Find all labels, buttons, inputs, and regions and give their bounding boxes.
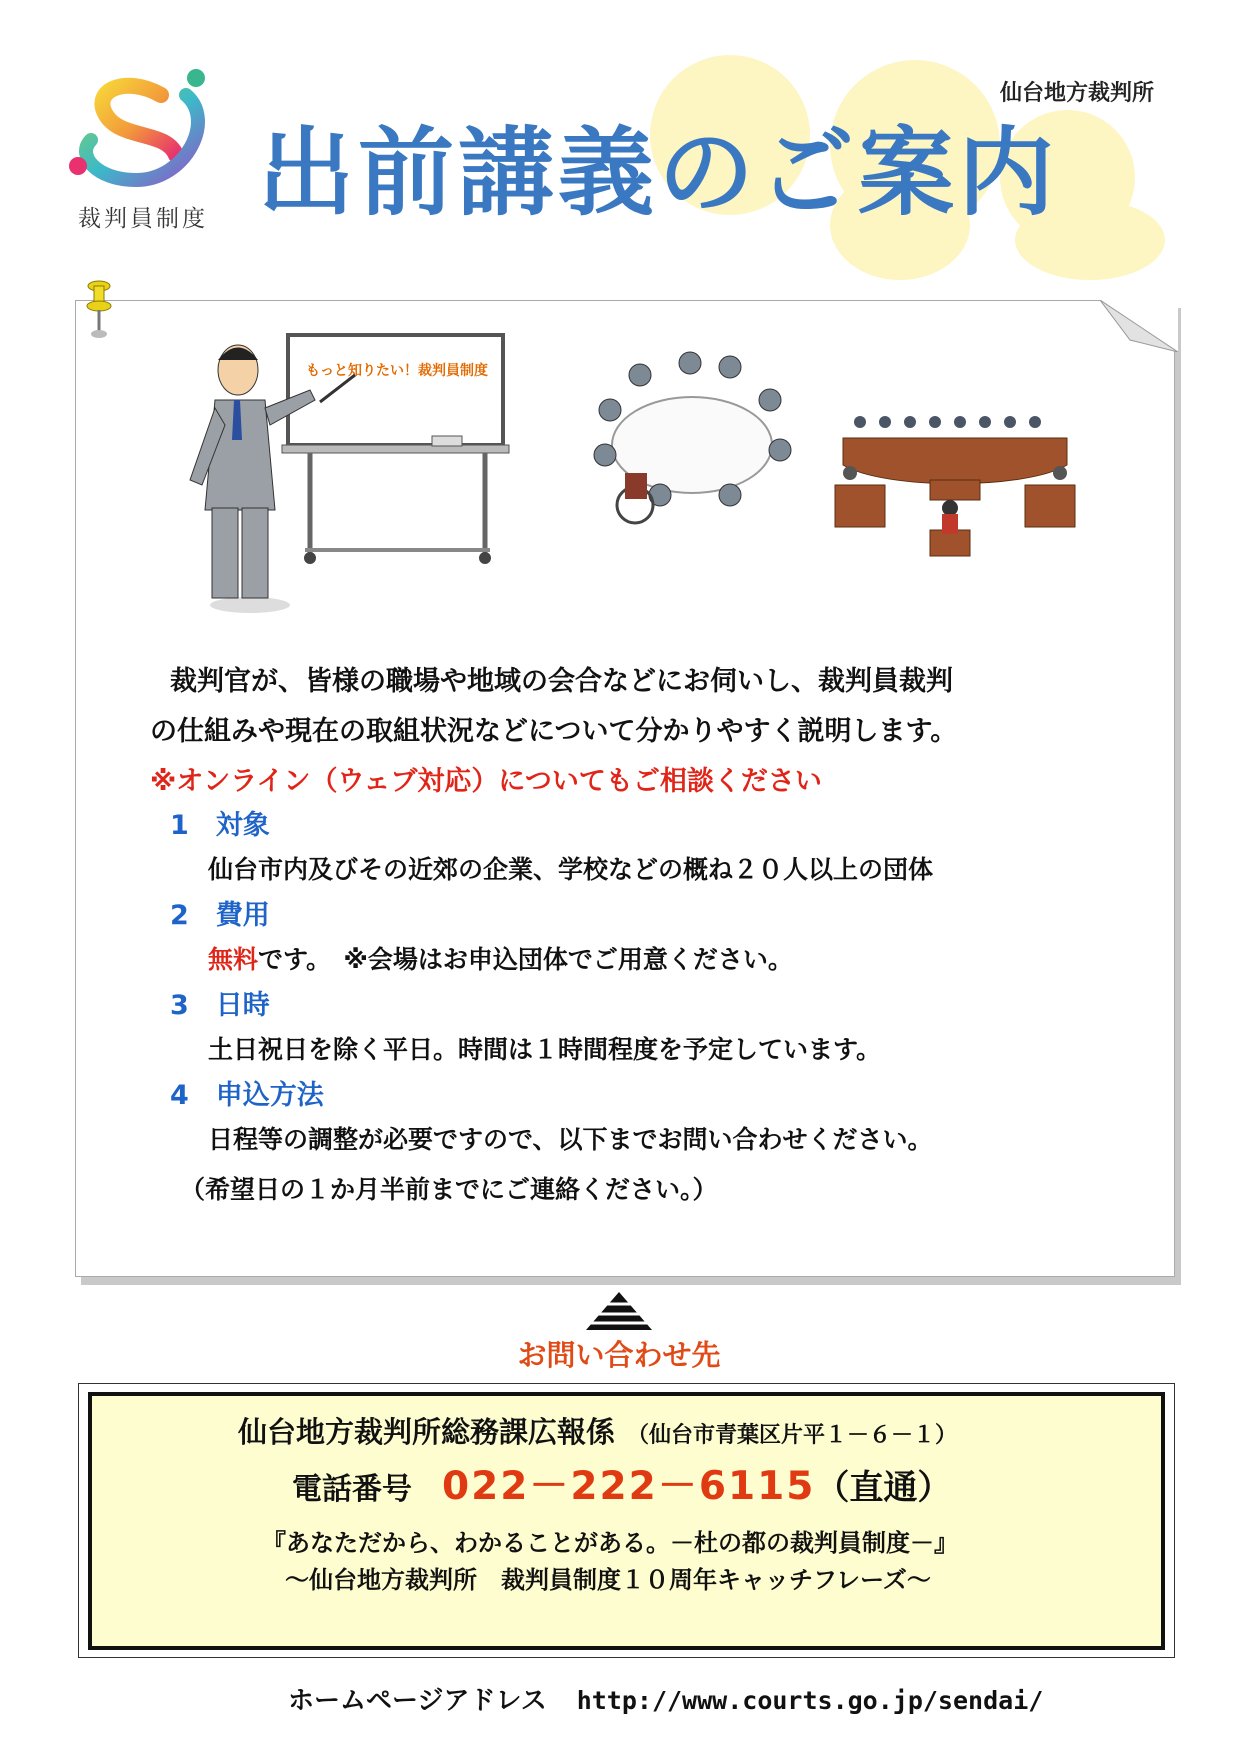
free-emphasis: 無料 <box>208 945 259 974</box>
section-heading-target: 1 対象 <box>170 810 270 841</box>
up-arrow-icon <box>584 1290 654 1334</box>
pushpin-icon <box>86 280 112 340</box>
section-body-target: 仙台市内及びその近郊の企業、学校などの概ね２０人以上の団体 <box>208 855 934 884</box>
slogan: 『あなただから、わかることがある。－杜の都の裁判員制度－』 <box>262 1529 958 1557</box>
intro-text <box>150 657 1110 807</box>
contact-office: 仙台地方裁判所総務課広報係 （仙台市青葉区片平１－６－１） <box>238 1415 958 1449</box>
section-heading-application: 4 申込方法 <box>170 1080 324 1111</box>
section-heading-cost: 2 費用 <box>170 900 270 931</box>
round-table-illustration <box>580 345 805 530</box>
whiteboard-text: もっと知りたい！裁判員制度 <box>306 362 488 378</box>
courtroom-illustration <box>825 410 1085 575</box>
inquiry-label: お問い合わせ先 <box>517 1338 721 1372</box>
section-body-application: 日程等の調整が必要ですので、以下までお問い合わせください。 <box>208 1125 933 1154</box>
page-title: 出前講義のご案内 <box>258 117 1058 229</box>
intro-line-1: 裁判官が、皆様の職場や地域の会合などにお伺いし、裁判員裁判 <box>170 666 953 697</box>
logo-caption: 裁判員制度 <box>78 206 208 232</box>
section-body-cost: 無料です。 ※会場はお申込団体でご用意ください。 <box>208 945 793 974</box>
phone-number: 022－222－6115 <box>442 1464 816 1509</box>
homepage-address <box>288 1680 1043 1717</box>
homepage-label: ホームページアドレス <box>288 1686 547 1716</box>
section-heading-datetime: 3 日時 <box>170 990 270 1021</box>
lecturer-illustration <box>170 330 520 620</box>
application-note: （希望日の１か月半前までにご連絡ください。） <box>180 1175 718 1204</box>
phone-label: 電話番号 <box>292 1472 412 1507</box>
intro-line-2: の仕組みや現在の取組状況などについて分かりやすく説明します。 <box>150 716 958 747</box>
contact-address: （仙台市青葉区片平１－６－１） <box>627 1423 958 1448</box>
slogan-note: ～仙台地方裁判所 裁判員制度１０周年キャッチフレーズ～ <box>285 1566 931 1594</box>
contact-phone <box>292 1455 951 1511</box>
online-note: ※オンライン（ウェブ対応）についてもご相談ください <box>150 766 822 797</box>
section-body-datetime: 土日祝日を除く平日。時間は１時間程度を予定しています。 <box>208 1035 882 1064</box>
page-curl-icon <box>1100 300 1178 352</box>
court-name: 仙台地方裁判所 <box>1000 81 1155 106</box>
phone-suffix: （直通） <box>815 1468 952 1508</box>
homepage-url[interactable]: http://www.courts.go.jp/sendai/ <box>576 1686 1044 1715</box>
